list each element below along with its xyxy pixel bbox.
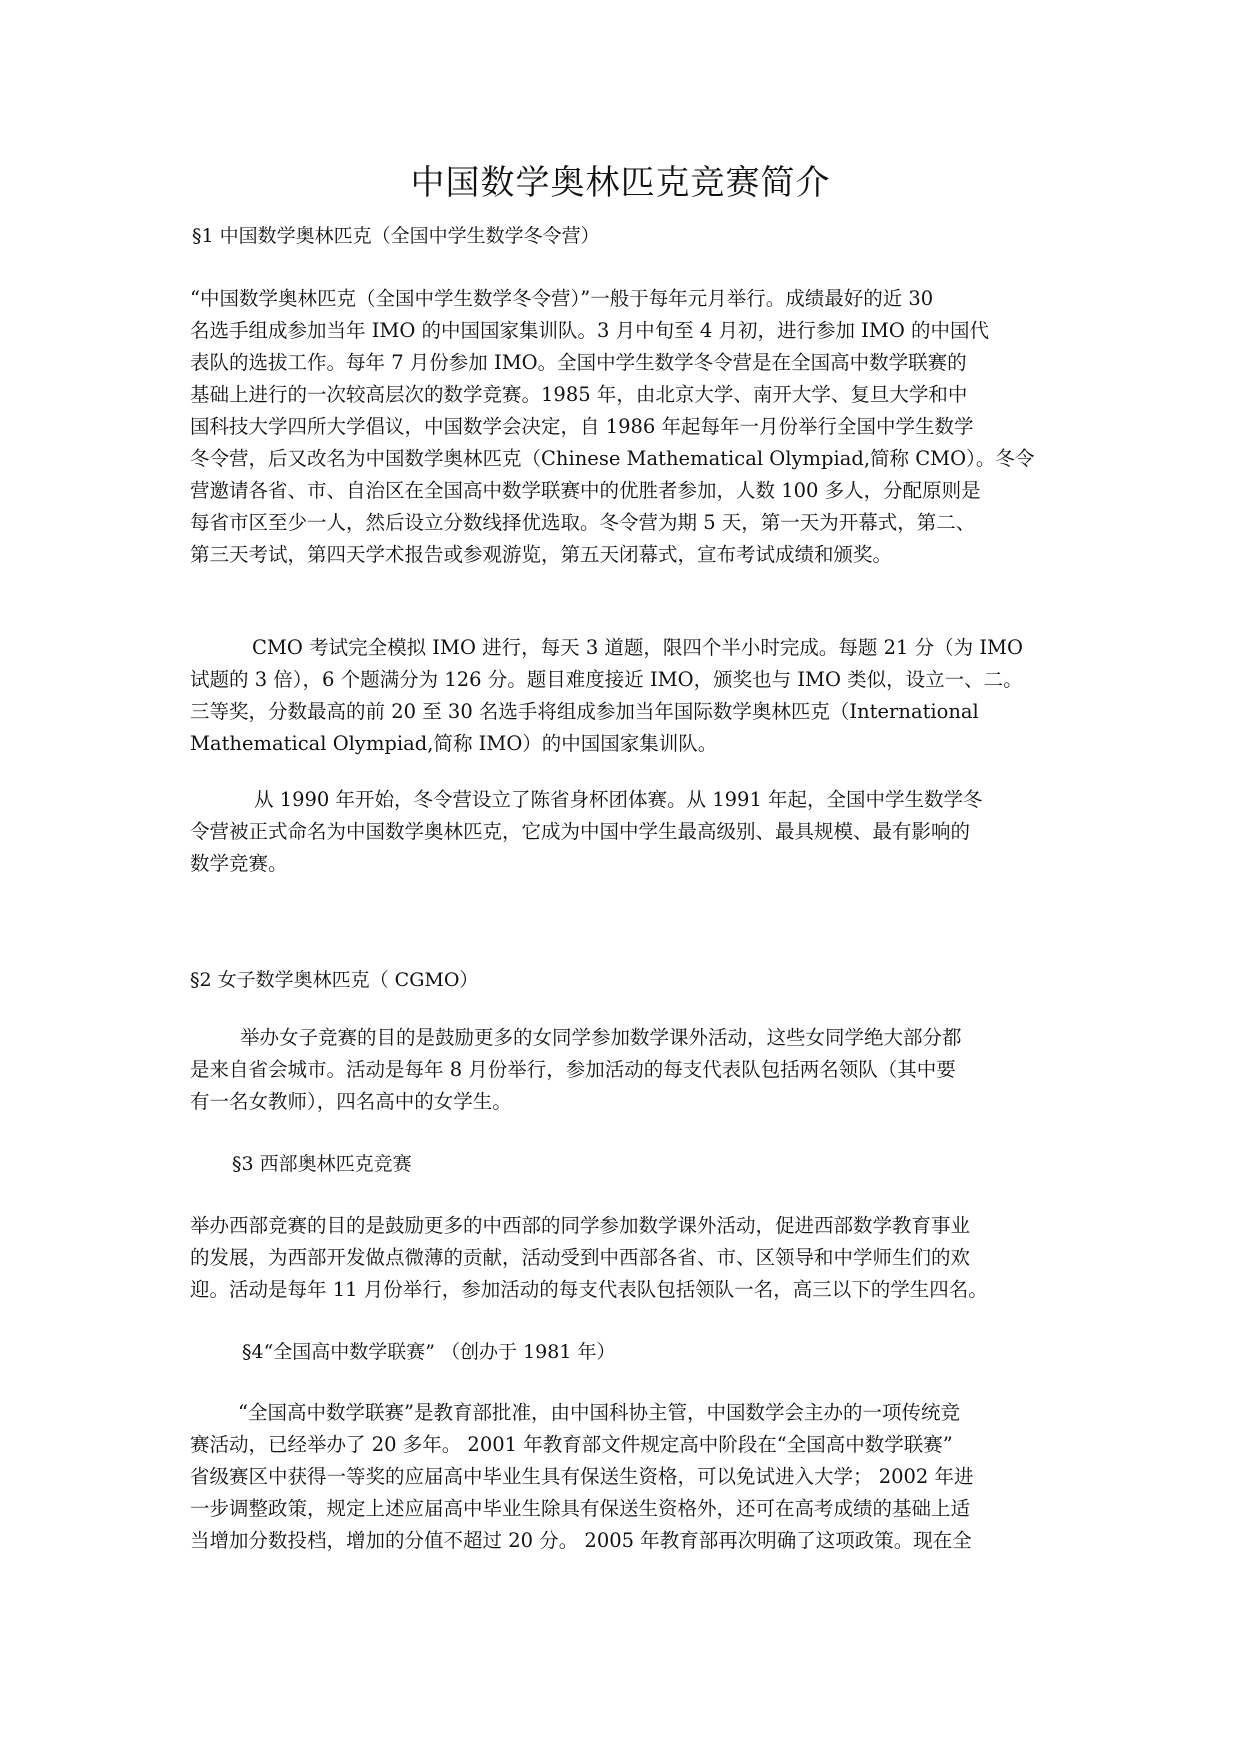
section-1-heading: §1 中国数学奥林匹克（全国中学生数学冬令营） <box>192 225 600 247</box>
text-line: 迎。活动是每年 11 月份举行，参加活动的每支代表队包括领队一名，高三以下的学生四名。 <box>190 1278 988 1301</box>
text-line: CMO 考试完全模拟 IMO 进行，每天 3 道题，限四个半小时完成。每题 21 分（为 IMO <box>252 636 1023 659</box>
section-3-paragraph-1 <box>190 1210 1070 1306</box>
section-1-paragraph-2 <box>190 632 1070 760</box>
text-line: 冬令营，后又改名为中国数学奥林匹克（Chinese Mathematical Olympiad,简称 CMO）。冬令 <box>190 447 1035 470</box>
section-4-heading: §4“全国高中数学联赛” （创办于 1981 年） <box>242 1341 616 1363</box>
section-1-paragraph-1 <box>190 283 1070 571</box>
text-line: 一步调整政策，规定上述应届高中毕业生除具有保送生资格外，还可在高考成绩的基础上适 <box>190 1497 971 1520</box>
section-2-heading: §2 女子数学奥林匹克（ CGMO） <box>190 969 479 991</box>
text-line: 营邀请各省、市、自治区在全国高中数学联赛中的优胜者参加，人数 100 多人，分配原则是 <box>190 479 981 502</box>
text-line: 当增加分数投档，增加的分值不超过 20 分。 2005 年教育部再次明确了这项政策。现在全 <box>190 1529 972 1552</box>
text-line: 名选手组成参加当年 IMO 的中国国家集训队。3 月中旬至 4 月初，进行参加 IMO 的中国代 <box>190 319 990 342</box>
text-line: 是来自省会城市。活动是每年 8 月份举行，参加活动的每支代表队包括两名领队（其中要 <box>190 1058 956 1081</box>
text-line: 赛活动，已经举办了 20 多年。 2001 年教育部文件规定高中阶段在“全国高中数学联赛” <box>190 1433 953 1456</box>
section-1-paragraph-3 <box>190 784 1070 880</box>
text-line: 三等奖，分数最高的前 20 至 30 名选手将组成参加当年国际数学奥林匹克（International <box>190 700 979 723</box>
text-line: “全国高中数学联赛”是教育部批准，由中国科协主管，中国数学会主办的一项传统竞 <box>238 1401 960 1424</box>
text-line: 试题的 3 倍），6 个题满分为 126 分。题目难度接近 IMO，颁奖也与 IMO 类似，设立一、二。 <box>190 668 1023 691</box>
text-line: 举办西部竞赛的目的是鼓励更多的中西部的同学参加数学课外活动，促进西部数学教育事业 <box>190 1214 971 1237</box>
section-2-paragraph-1 <box>190 1022 1070 1118</box>
text-line: 令营被正式命名为中国数学奥林匹克，它成为中国中学生最高级别、最具规模、最有影响的 <box>190 820 971 843</box>
text-line: 第三天考试，第四天学术报告或参观游览，第五天闭幕式，宣布考试成绩和颁奖。 <box>190 543 893 566</box>
text-line: 省级赛区中获得一等奖的应届高中毕业生具有保送生资格，可以免试进入大学； 2002 年进 <box>190 1465 974 1488</box>
text-line: 每省市区至少一人，然后设立分数线择优选取。冬令营为期 5 天，第一天为开幕式，第二、 <box>190 511 976 534</box>
text-line: 数学竞赛。 <box>190 852 288 875</box>
section-4-paragraph-1 <box>190 1397 1070 1557</box>
text-line: 的发展，为西部开发做点微薄的贡献，活动受到中西部各省、市、区领导和中学师生们的欢 <box>190 1246 971 1269</box>
text-line: “中国数学奥林匹克（全国中学生数学冬令营）”一般于每年元月举行。成绩最好的近 30 <box>190 287 934 310</box>
text-line: Mathematical Olympiad,简称 IMO）的中国国家集训队。 <box>190 732 718 755</box>
text-line: 举办女子竞赛的目的是鼓励更多的女同学参加数学课外活动，这些女同学绝大部分都 <box>240 1026 962 1049</box>
section-3-heading: §3 西部奥林匹克竞赛 <box>232 1153 412 1175</box>
text-line: 基础上进行的一次较高层次的数学竞赛。1985 年，由北京大学、南开大学、复旦大学和中 <box>190 383 968 406</box>
text-line: 有一名女教师），四名高中的女学生。 <box>190 1090 512 1113</box>
text-line: 表队的选拔工作。每年 7 月份参加 IMO。全国中学生数学冬令营是在全国高中数学联赛的 <box>190 351 967 374</box>
text-line: 从 1990 年开始，冬令营设立了陈省身杯团体赛。从 1991 年起，全国中学生数学冬 <box>254 788 983 811</box>
document-title: 中国数学奥林匹克竞赛简介 <box>410 163 831 203</box>
text-line: 国科技大学四所大学倡议，中国数学会决定，自 1986 年起每年一月份举行全国中学生数学 <box>190 415 974 438</box>
